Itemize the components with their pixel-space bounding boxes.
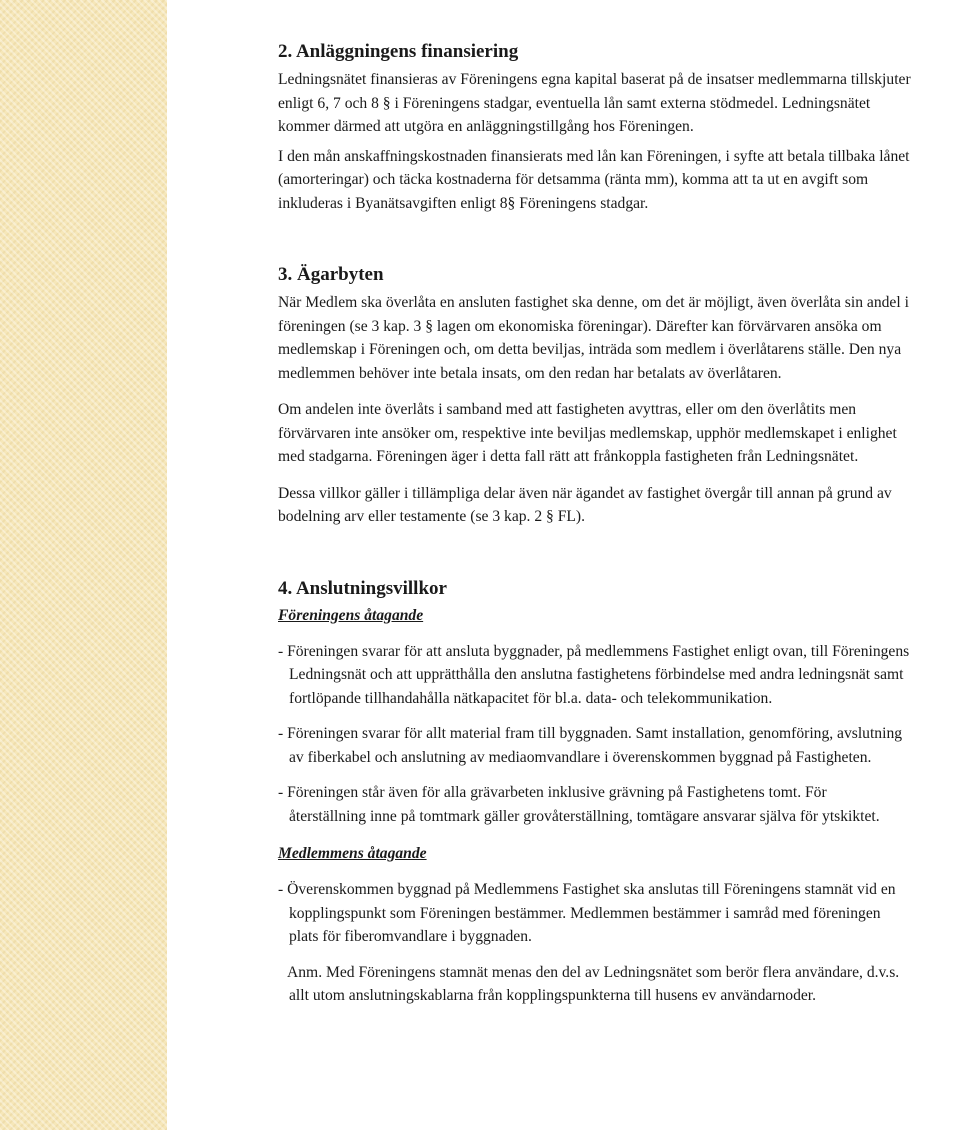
text-line: enligt 6, 7 och 8 § i Föreningens stadgar, eventuella lån samt externa stödmedel. Ledningsnätet	[278, 94, 871, 112]
text-line: fortlöpande tillhandahålla nätkapacitet för bl.a. data- och telekommunikation.	[289, 689, 773, 707]
text-line: med stadgarna. Föreningen äger i detta fall rätt att frånkoppla fastigheten från Ledningsnätet.	[278, 448, 859, 465]
text-line: inkluderas i Byanätsavgiften enligt 8§ Föreningens stadgar.	[278, 194, 649, 212]
bullet-item	[278, 781, 960, 828]
text-line: I den mån anskaffningskostnaden finansierats med lån kan Föreningen, i syfte att betala tillbaka lånet	[278, 147, 910, 165]
paragraph-financing-1	[278, 68, 960, 139]
paragraph-financing-2	[278, 145, 960, 216]
text-line: - Överenskommen byggnad på Medlemmens Fastighet ska anslutas till Föreningens stamnät vid en	[278, 881, 896, 898]
decorative-side-band	[0, 0, 167, 1130]
subheading-association-commitment: Föreningens åtagande	[278, 606, 424, 624]
text-line: När Medlem ska överlåta en ansluten fastighet ska denne, om det är möjligt, även överlåta sin andel i	[278, 294, 909, 311]
section-heading-financing: 2. Anläggningens finansiering	[278, 41, 519, 62]
text-line: kopplingspunkt som Föreningen bestämmer. Medlemmen bestämmer i samråd med föreningen	[289, 904, 881, 922]
paragraph-ownership-3	[278, 482, 960, 529]
paragraph-ownership-1	[278, 291, 960, 385]
document-body	[278, 40, 960, 1008]
text-line: Ledningsnätet finansieras av Föreningens egna kapital baserat på de insatser medlemmarna tillskjuter	[278, 71, 911, 88]
text-line: Ledningsnät och att upprätthålla den anslutna fastighetens förbindelse med andra ledningsnät samt	[289, 666, 904, 683]
bullet-item	[278, 640, 960, 711]
text-line: återställning inne på tomtmark gäller grovåterställning, tomtägare ansvarar själva för ytskiktet.	[289, 807, 880, 825]
text-line: kommer därmed att utgöra en anläggningstillgång hos Föreningen.	[278, 118, 694, 135]
text-line: Dessa villkor gäller i tillämpliga delar även när ägandet av fastighet övergår till annan på grund av	[278, 484, 892, 502]
text-line: av fiberkabel och anslutning av mediaomvandlare i överenskommen byggnad på Fastigheten.	[289, 748, 872, 766]
note-paragraph	[278, 961, 960, 1008]
bullet-item	[278, 722, 960, 769]
text-line: - Föreningen svarar för allt material fram till byggnaden. Samt installation, genomföring, avslutning	[278, 725, 903, 742]
text-line: - Föreningen står även för alla grävarbeten inklusive grävning på Fastighetens tomt. För	[278, 784, 827, 801]
text-line: (amorteringar) och täcka kostnaderna för detsamma (ränta mm), komma att ta ut en avgift som	[278, 171, 869, 188]
bullet-item	[278, 878, 960, 949]
text-line: Anm. Med Föreningens stamnät menas den del av Ledningsnätet som berör flera användare, d.v.s.	[287, 963, 900, 981]
section-heading-ownership-change: 3. Ägarbyten	[278, 264, 384, 285]
paragraph-ownership-2	[278, 398, 960, 469]
text-line: medlemmen behöver inte betala insats, om den redan har betalats av överlåtaren.	[278, 364, 782, 382]
text-line: plats för fiberomvandlare i byggnaden.	[289, 928, 532, 945]
text-line: föreningen (se 3 kap. 3 § lagen om ekonomiska föreningar). Därefter kan förvärvaren ansöka om	[278, 317, 882, 335]
text-line: förvärvaren inte ansöker om, respektive inte beviljas medlemskap, upphör medlemskapet i enlighet	[278, 424, 897, 442]
subheading-member-commitment: Medlemmens åtagande	[278, 845, 427, 862]
section-heading-connection-terms: 4. Anslutningsvillkor	[278, 577, 447, 599]
text-line: - Föreningen svarar för att ansluta byggnader, på medlemmens Fastighet enligt ovan, till Föreningens	[278, 642, 910, 660]
text-line: Om andelen inte överlåts i samband med att fastigheten avyttras, eller om den överlåtits men	[278, 401, 857, 418]
text-line: bodelning arv eller testamente (se 3 kap. 2 § FL).	[278, 508, 586, 525]
text-line: medlemskap i Föreningen och, om detta beviljas, inträda som medlem i överlåtarens ställe. Den nya	[278, 341, 902, 358]
text-line: allt utom anslutningskablarna från kopplingspunkterna till husens ev användarnoder.	[289, 987, 817, 1004]
